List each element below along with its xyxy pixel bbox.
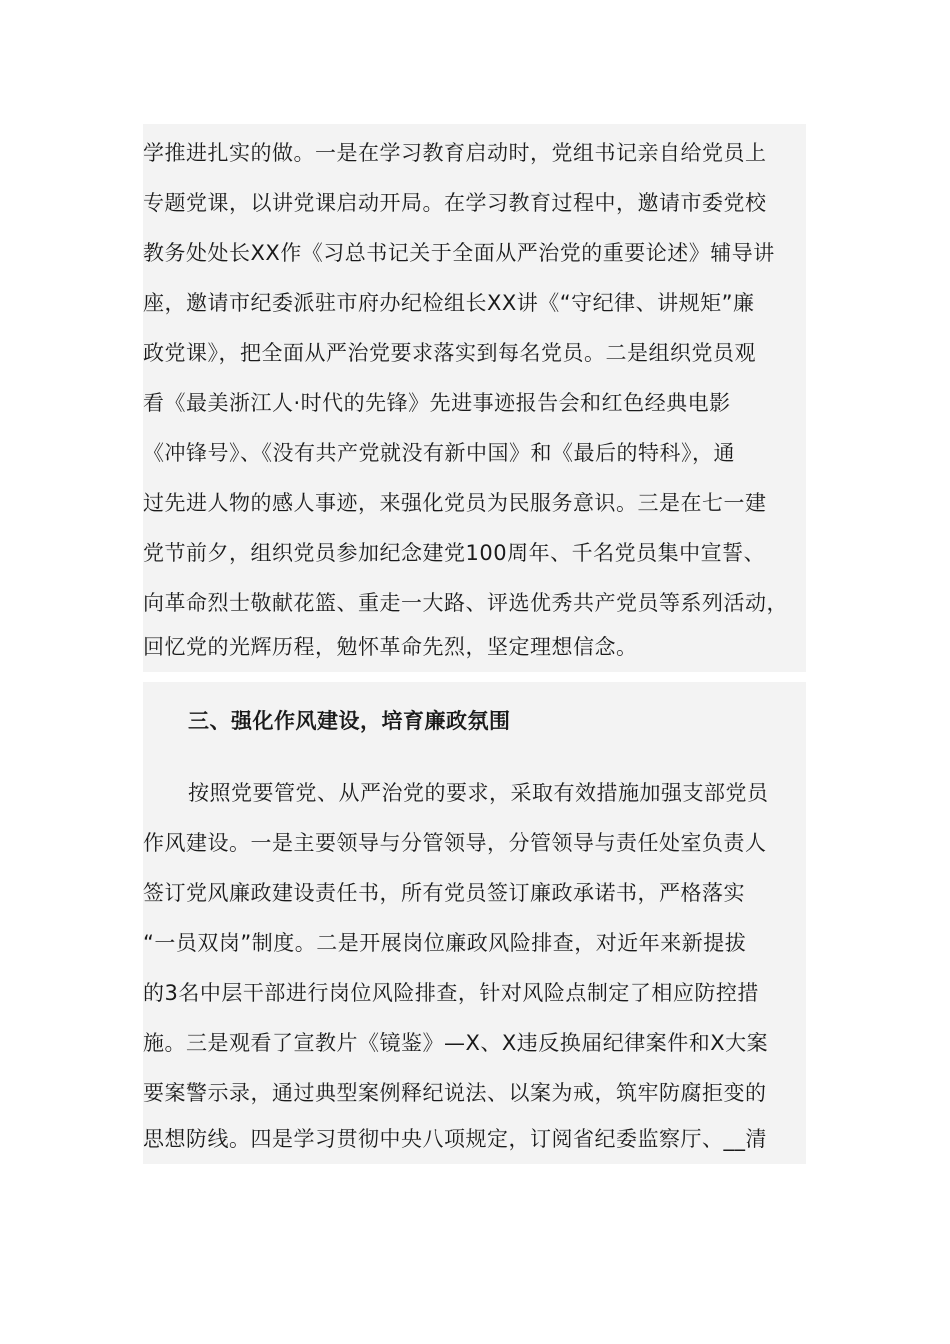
section-3-block (143, 682, 806, 1164)
paragraph-line: 要案警示录，通过典型案例释纪说法、以案为戒，筑牢防腐拒变的 (143, 1081, 767, 1105)
paragraph-line: 施。三是观看了宣教片《镜鉴》—X、X违反换届纪律案件和X大案 (143, 1031, 769, 1055)
paragraph-line: 的3名中层干部进行岗位风险排查，针对风险点制定了相应防控措 (143, 981, 759, 1005)
paragraph-line: 专题党课，以讲党课启动开局。在学习教育过程中，邀请市委党校 (143, 191, 767, 215)
paragraph-line: 回忆党的光辉历程，勉怀革命先烈，坚定理想信念。 (143, 635, 638, 659)
paragraph-line: 政党课》，把全面从严治党要求落实到每名党员。二是组织党员观 (143, 341, 756, 365)
paragraph-line: “一员双岗”制度。二是开展岗位廉政风险排查，对近年来新提拔 (143, 931, 747, 955)
paragraph-block-1 (143, 124, 806, 672)
paragraph-line: 按照党要管党、从严治党的要求，采取有效措施加强支部党员 (188, 781, 769, 805)
paragraph-line: 过先进人物的感人事迹，来强化党员为民服务意识。三是在七一建 (143, 491, 767, 515)
paragraph-line: 看《最美浙江人·时代的先锋》先进事迹报告会和红色经典电影 (143, 391, 731, 415)
paragraph-line: 教务处处长XX作《习总书记关于全面从严治党的重要论述》辅导讲 (143, 241, 775, 265)
paragraph-line: 签订党风廉政建设责任书，所有党员签订廉政承诺书，严格落实 (143, 881, 745, 905)
paragraph-line: 作风建设。一是主要领导与分管领导，分管领导与责任处室负责人 (143, 831, 767, 855)
paragraph-line: 思想防线。四是学习贯彻中央八项规定，订阅省纪委监察厅、__清 (143, 1127, 767, 1151)
section-heading: 三、强化作风建设，培育廉政氛围 (188, 709, 511, 733)
paragraph-line: 座，邀请市纪委派驻市府办纪检组长XX讲《“守纪律、讲规矩”廉 (143, 291, 755, 315)
paragraph-line: 《冲锋号》、《没有共产党就没有新中国》和《最后的特科》，通 (143, 441, 735, 465)
paragraph-line: 学推进扎实的做。一是在学习教育启动时，党组书记亲自给党员上 (143, 141, 767, 165)
paragraph-line: 向革命烈士敬献花篮、重走一大路、评选优秀共产党员等系列活动， (143, 591, 788, 615)
paragraph-line: 党节前夕，组织党员参加纪念建党100周年、千名党员集中宣誓、 (143, 541, 766, 565)
